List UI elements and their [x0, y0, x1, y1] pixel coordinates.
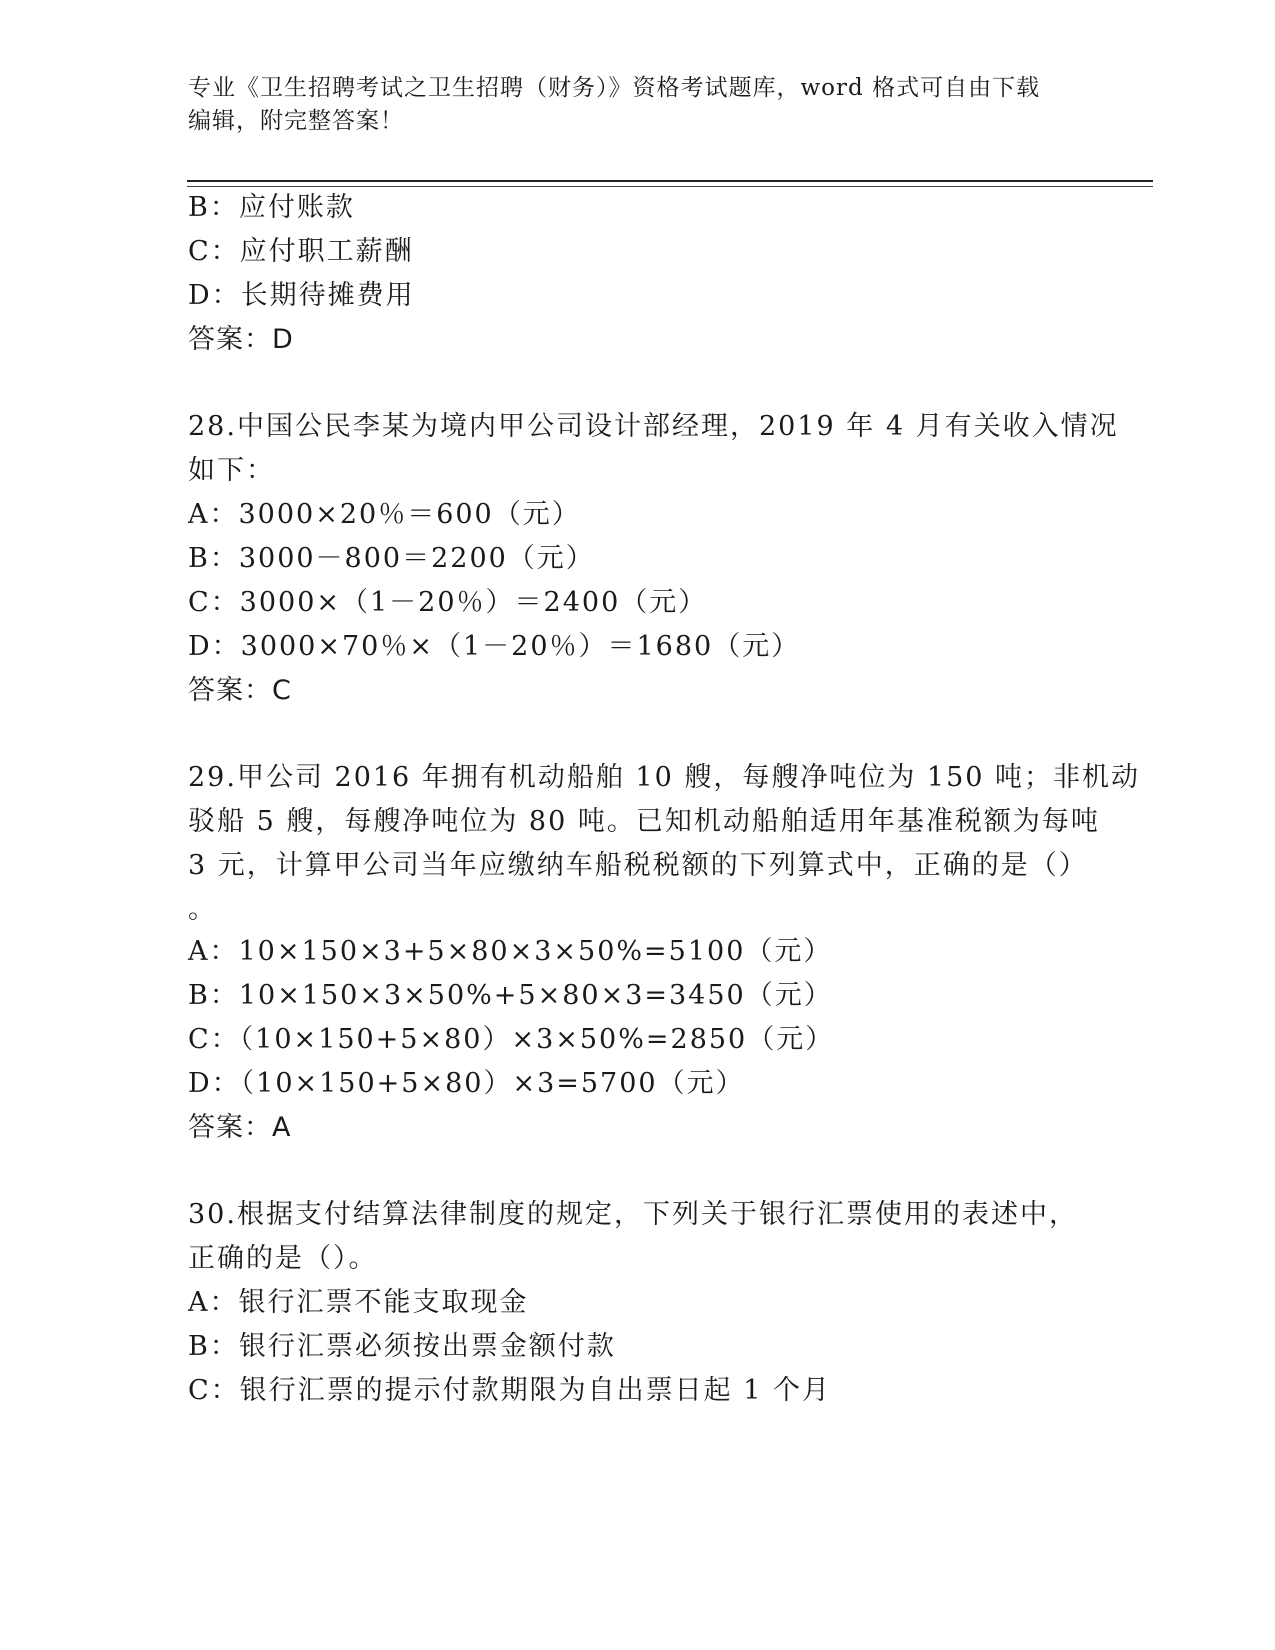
- q28-stem-line-1: 28.中国公民李某为境内甲公司设计部经理，2019 年 4 月有关收入情况: [188, 411, 1119, 442]
- q28-option-d: D：3000×70％×（1－20％）＝1680（元）: [188, 631, 801, 662]
- q28-option-b: B：3000－800＝2200（元）: [188, 543, 595, 574]
- q29-option-d: D：（10×150+5×80）×3=5700（元）: [188, 1068, 745, 1099]
- q27-option-b: B：应付账款: [188, 192, 355, 223]
- q29-stem-line-2: 驳船 5 艘，每艘净吨位为 80 吨。已知机动船舶适用年基准税额为每吨: [188, 806, 1100, 837]
- q28-stem-line-2: 如下：: [188, 455, 275, 486]
- q29-stem-line-3: 3 元，计算甲公司当年应缴纳车船税税额的下列算式中，正确的是（）: [188, 850, 1088, 881]
- q29-option-c: C：（10×150+5×80）×3×50%=2850（元）: [188, 1024, 835, 1055]
- q30-option-b: B：银行汇票必须按出票金额付款: [188, 1331, 616, 1362]
- q29-option-b: B：10×150×3×50%+5×80×3=3450（元）: [188, 980, 833, 1011]
- q27-option-c: C：应付职工薪酬: [188, 236, 414, 267]
- q29-stem-line-4: 。: [188, 894, 217, 925]
- q29-stem-line-1: 29.甲公司 2016 年拥有机动船舶 10 艘，每艘净吨位为 150 吨；非机动: [188, 762, 1141, 793]
- header-divider-thick: [187, 180, 1153, 182]
- q27-option-d: D：长期待摊费用: [188, 280, 415, 311]
- q30-stem-line-1: 30.根据支付结算法律制度的规定，下列关于银行汇票使用的表述中，: [188, 1199, 1078, 1230]
- header-divider-thin: [187, 186, 1153, 187]
- q27-answer: 答案：D: [188, 324, 294, 355]
- q29-answer: 答案：A: [188, 1112, 292, 1143]
- q30-option-a: A：银行汇票不能支取现金: [188, 1287, 529, 1318]
- header-line-2: 编辑，附完整答案！: [188, 108, 404, 134]
- document-header: [188, 72, 1068, 138]
- q28-answer: 答案：C: [188, 675, 292, 706]
- q28-option-a: A：3000×20％＝600（元）: [188, 499, 581, 530]
- q30-option-c: C：银行汇票的提示付款期限为自出票日起 1 个月: [188, 1375, 832, 1406]
- q29-option-a: A：10×150×3+5×80×3×50%=5100（元）: [188, 936, 833, 967]
- q28-option-c: C：3000×（1－20％）＝2400（元）: [188, 587, 708, 618]
- q30-stem-line-2: 正确的是（）。: [188, 1243, 378, 1274]
- header-line-1: 专业《卫生招聘考试之卫生招聘（财务）》资格考试题库，word 格式可自由下载: [188, 75, 1041, 101]
